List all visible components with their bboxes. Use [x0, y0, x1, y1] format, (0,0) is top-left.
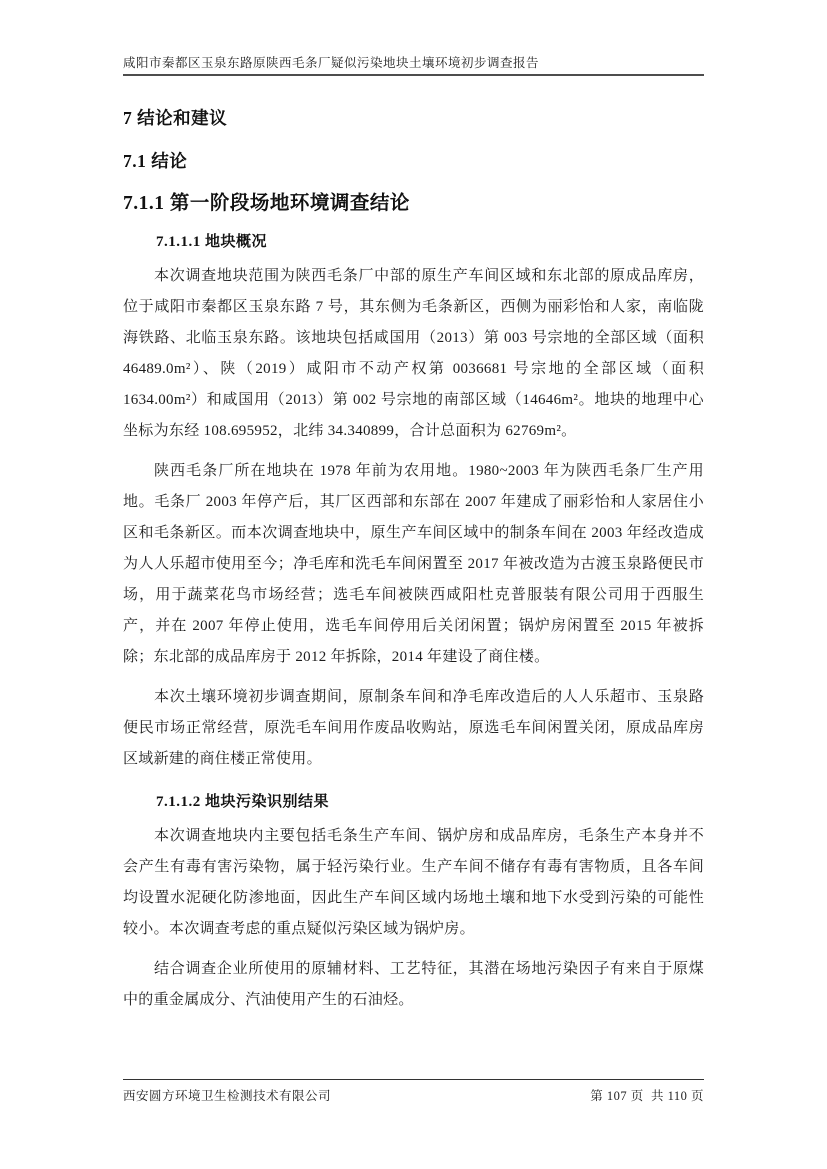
report-title-header: 咸阳市秦都区玉泉东路原陕西毛条厂疑似污染地块土壤环境初步调查报告: [123, 56, 540, 70]
paragraph-plot-overview-1: 本次调查地块范围为陕西毛条厂中部的原生产车间区域和东北部的原成品库房，位于咸阳市秦都区玉泉东路 7 号，其东侧为毛条新区，西侧为丽彩怡和人家，南临陇海铁路、北临玉泉东路。该地块包括咸国用（2013）第 003 号宗地的全部区域（面积 46489.0m²）、陕（2019）咸阳市不动产权第 0036681 号宗地的全部区域（面积 1634.00m²）和咸国用（2013）第 002 号宗地的南部区域（14646m²。地块的地理中心坐标为东经 108.695952，北纬 34.340899，合计总面积为 62769m²。: [123, 268, 704, 439]
footer-company-name: 西安圆方环境卫生检测技术有限公司: [123, 1089, 332, 1103]
page-header: [123, 0, 704, 76]
section2-body: [123, 821, 704, 1016]
footer-page-number: 第 107 页 共 110 页: [590, 1089, 704, 1103]
paragraph-current-use: 本次土壤环境初步调查期间，原制条车间和净毛库改造后的人人乐超市、玉泉路便民市场正常经营，原洗毛车间用作废品收购站，原选毛车间闲置关闭，原成品库房区域新建的商住楼正常使用。: [123, 689, 704, 767]
paragraph-pollution-identification: 本次调查地块内主要包括毛条生产车间、锅炉房和成品库房，毛条生产本身并不会产生有毒有害污染物，属于轻污染行业。生产车间不储存有毒有害物质，且各车间均设置水泥硬化防渗地面，因此生产车间区域内场地土壤和地下水受到污染的可能性较小。本次调查考虑的重点疑似污染区域为锅炉房。: [123, 828, 704, 937]
heading-section-7-1: 7.1 结论: [123, 151, 188, 171]
paragraph-plot-history: 陕西毛条厂所在地块在 1978 年前为农用地。1980~2003 年为陕西毛条厂生产用地。毛条厂 2003 年停产后，其厂区西部和东部在 2007 年建成了丽彩怡和人家居住小区和毛条新区。而本次调查地块中，原生产车间区域中的制条车间在 2003 年经改造成为人人乐超市使用至今；净毛库和洗毛车间闲置至 2017 年被改造为古渡玉泉路便民市场，用于蔬菜花鸟市场经营；选毛车间被陕西咸阳杜克普服装有限公司用于西服生产，并在 2007 年停止使用，选毛车间停用后关闭闲置；锅炉房闲置至 2015 年被拆除；东北部的成品库房于 2012 年拆除，2014 年建设了商住楼。: [123, 463, 704, 665]
heading-subsection-7-1-1: 7.1.1 第一阶段场地环境调查结论: [123, 193, 410, 214]
paragraph-pollution-factors: 结合调查企业所使用的原辅材料、工艺特征，其潜在场地污染因子有来自于原煤中的重金属成分、汽油使用产生的石油烃。: [123, 961, 704, 1008]
footer-rule: [123, 1079, 704, 1080]
heading-chapter-7: 7 结论和建议: [123, 108, 228, 128]
heading-clause-7-1-1-1: 7.1.1.1 地块概况: [156, 234, 268, 250]
section1-body: [123, 261, 704, 775]
header-rule: [123, 74, 704, 76]
heading-clause-7-1-1-2: 7.1.1.2 地块污染识别结果: [156, 794, 330, 810]
page-footer: [123, 1079, 704, 1104]
footer-row: [123, 1086, 704, 1104]
